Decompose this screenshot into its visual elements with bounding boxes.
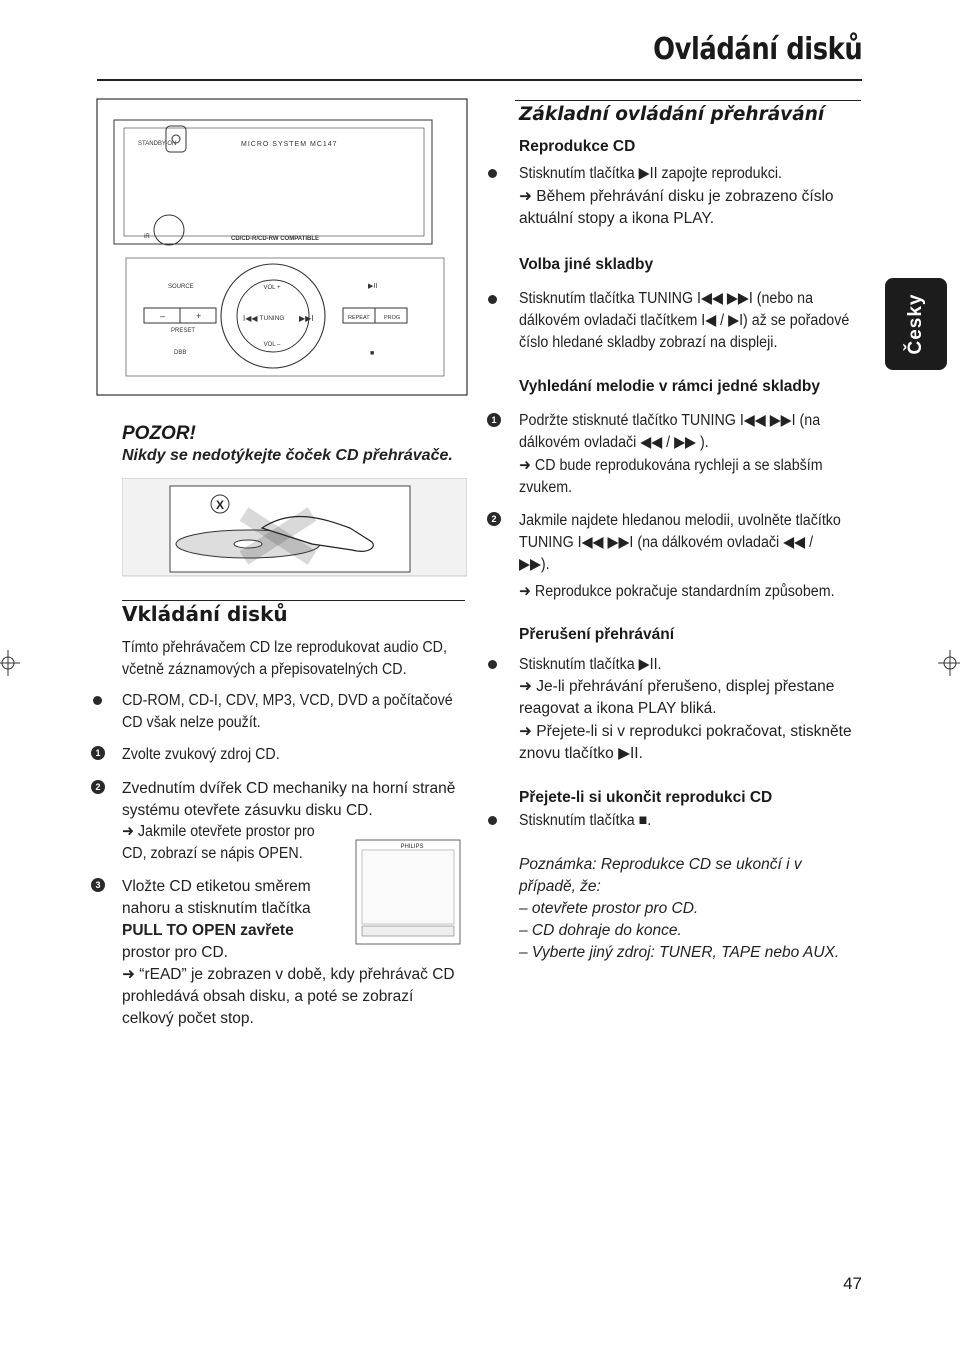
stop-step: Stisknutím tlačítka ■. <box>519 812 652 829</box>
play-result: ➜ Během přehrávání disku je zobrazeno číslo aktuální stopy a ikona PLAY. <box>519 188 834 227</box>
search-step-2: Jakmile najdete hledanou melodii, uvolněte tlačítko TUNING I◀◀ ▶▶I (na dálkovém ovladači ◀◀ / ▶▶). <box>519 512 841 573</box>
model-label: MICRO SYSTEM MC147 <box>241 141 338 148</box>
loading-step-2-result: ➜ Jakmile otevřete prostor pro CD, zobrazí se nápis OPEN. <box>122 823 315 862</box>
pause-result-2: ➜ Přejete-li si v reprodukci pokračovat, stiskněte znovu tlačítko ▶II. <box>519 723 852 762</box>
loading-step-3-result: ➜ “rEAD” je zobrazen v době, kdy přehrávač CD prohledává obsah disku, a poté se zobrazí celkový počet stop. <box>122 966 455 1027</box>
language-tab: Česky <box>885 278 947 370</box>
bullet <box>488 295 497 304</box>
repeat-label: REPEAT <box>348 315 370 321</box>
compat-label: CD/CD-R/CD-RW COMPATIBLE <box>231 236 319 242</box>
basic-heading: Základní ovládání přehrávání <box>519 104 825 125</box>
loading-intro: Tímto přehrávačem CD lze reprodukovat audio CD, včetně záznamových a přepisovatelných CD. <box>122 639 447 678</box>
select-step: Stisknutím tlačítka TUNING I◀◀ ▶▶I (nebo na dálkovém ovladači tlačítkem I◀ / ▶I) až se pořadové číslo hledané skladby zobrazí na displeji. <box>519 290 850 351</box>
svg-text:–: – <box>160 311 166 321</box>
prog-label: PROG <box>384 315 401 321</box>
section-rule <box>515 100 861 101</box>
pause-step: Stisknutím tlačítka ▶II. <box>519 656 662 673</box>
page-title: Ovládání disků <box>652 32 862 67</box>
cd-lens-illustration <box>122 478 467 578</box>
step-number: 1 <box>91 746 105 760</box>
bullet <box>488 169 497 178</box>
play-pause-label: ▶II <box>368 283 378 290</box>
preset-label: PRESET <box>171 328 196 334</box>
play-title: Reprodukce CD <box>519 138 636 155</box>
loading-step-3: Vložte CD etiketou směrem nahoru a stisknutím tlačítka PULL TO OPEN zavřete prostor pro CD. <box>122 878 311 961</box>
registration-mark-right <box>936 648 960 678</box>
step-number: 1 <box>487 413 501 427</box>
source-label: SOURCE <box>168 284 194 290</box>
loading-step-2: Zvednutím dvířek CD mechaniky na horní straně systému otevřete zásuvku disku CD. <box>122 780 456 819</box>
svg-text:+: + <box>196 311 202 321</box>
registration-mark-left <box>0 648 22 678</box>
select-title: Volba jiné skladby <box>519 256 654 273</box>
header-rule <box>97 79 862 81</box>
loading-step-1: Zvolte zvukový zdroj CD. <box>122 746 280 763</box>
pause-title: Přerušení přehrávání <box>519 626 675 643</box>
x-mark: X <box>215 498 225 512</box>
vol-plus-label: VOL + <box>263 285 281 291</box>
stop-symbol: ■ <box>370 350 375 357</box>
vol-minus-label: VOL – <box>263 342 281 348</box>
pause-result-1: ➜ Je-li přehrávání přerušeno, displej přestane reagovat a ikona PLAY bliká. <box>519 678 835 717</box>
device-open-illustration <box>352 834 464 948</box>
loading-rule <box>122 600 465 601</box>
page-number: 47 <box>843 1274 862 1293</box>
tuning-label: TUNING <box>259 315 285 322</box>
philips-label: PHILIPS <box>400 844 424 850</box>
play-step: Stisknutím tlačítka ▶II zapojte reprodukci. <box>519 165 783 182</box>
search-step-1: Podržte stisknuté tlačítko TUNING I◀◀ ▶▶I (na dálkovém ovladači ◀◀ / ▶▶ ). <box>519 412 821 451</box>
dbb-label: DBB <box>174 350 187 356</box>
search-step-2-result: ➜ Reprodukce pokračuje standardním způsobem. <box>519 583 835 600</box>
playback-note: Poznámka: Reprodukce CD se ukončí i v případě, že: – otevřete prostor pro CD. – CD dohraje do konce. – Vyberte jiný zdroj: TUNER, TAPE nebo AUX. <box>519 856 840 961</box>
device-front-illustration <box>96 98 468 398</box>
warning-title: POZOR! <box>122 423 196 444</box>
step-number: 2 <box>487 512 501 526</box>
step-number: 3 <box>91 878 105 892</box>
loading-note: CD-ROM, CD-I, CDV, MP3, VCD, DVD a počítačové CD však nelze použít. <box>122 692 453 731</box>
bullet <box>93 696 102 705</box>
search-step-1-result: ➜ CD bude reprodukována rychleji a se slabším zvukem. <box>519 457 823 496</box>
bullet <box>488 660 497 669</box>
ir-label: iR <box>144 234 150 240</box>
step-number: 2 <box>91 780 105 794</box>
standby-label: STANDBY-ON <box>138 141 177 147</box>
warning-text: Nikdy se nedotýkejte čoček CD přehrávače. <box>122 447 453 464</box>
svg-text:▶▶I: ▶▶I <box>299 314 314 323</box>
bullet <box>488 816 497 825</box>
loading-heading: Vkládání disků <box>122 602 288 626</box>
svg-text:I◀◀: I◀◀ <box>243 314 258 323</box>
stop-title: Přejete-li si ukončit reprodukci CD <box>519 789 773 806</box>
search-title: Vyhledání melodie v rámci jedné skladby <box>519 378 820 395</box>
